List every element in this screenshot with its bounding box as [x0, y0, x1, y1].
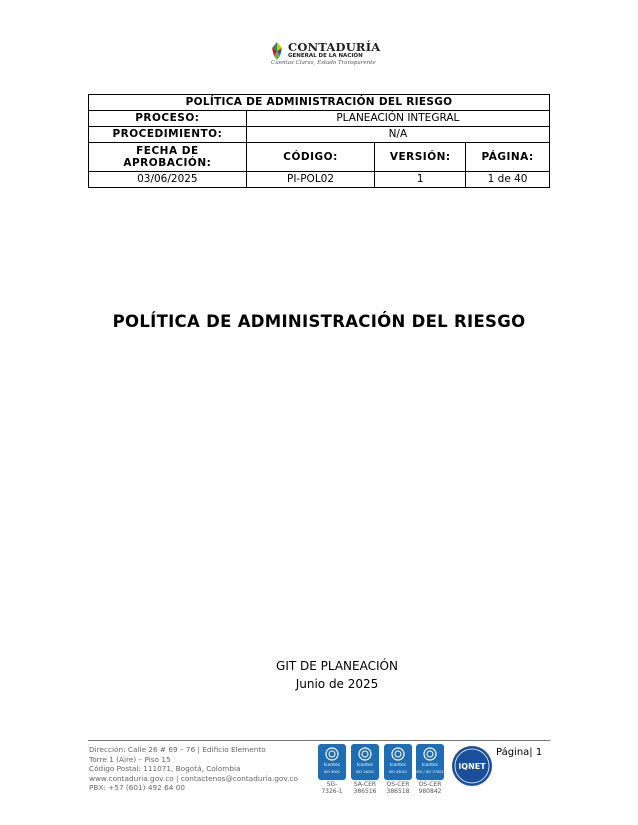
cert-badge	[350, 744, 380, 795]
logo-tagline: Cuentas Claras, Estado Transparente	[271, 60, 376, 66]
document-control-table	[88, 94, 550, 188]
cert-standard: ISO / IEC 27001	[416, 770, 444, 774]
address-line: Dirección: Calle 26 # 69 – 76 | Edificio Elemento	[89, 745, 266, 754]
table-title: POLÍTICA DE ADMINISTRACIÓN DEL RIESGO	[89, 95, 550, 111]
logo-name: CONTADURÍA	[288, 40, 381, 54]
proceso-label: PROCESO:	[89, 111, 247, 127]
pagina-label: PÁGINA:	[466, 143, 550, 172]
leaf-emblem-icon	[268, 41, 286, 61]
version-label: VERSIÓN:	[375, 143, 466, 172]
cert-standard: ISO 9001	[323, 770, 341, 774]
cert-code: SG- 7326-1	[321, 781, 343, 795]
page-number: Página| 1	[496, 747, 543, 758]
version-value: 1	[375, 172, 466, 188]
cert-brand: Icontec	[356, 763, 374, 768]
proceso-value: PLANEACIÓN INTEGRAL	[246, 111, 549, 127]
pagina-value: 1 de 40	[466, 172, 550, 188]
cert-standard: ISO 45001	[388, 770, 408, 774]
document-title: POLÍTICA DE ADMINISTRACIÓN DEL RIESGO	[112, 312, 526, 331]
procedimiento-label: PROCEDIMIENTO:	[89, 127, 247, 143]
iqnet-logo	[451, 745, 493, 787]
logo-subtitle: GENERAL DE LA NACIÓN	[288, 53, 363, 59]
document-date: Junio de 2025	[295, 677, 379, 691]
icontec-seal-icon	[355, 747, 375, 761]
address-line[interactable]: www.contaduria.gov.co | contactenos@contaduria.gov.co	[89, 773, 298, 783]
cert-code: OS-CER 980842	[418, 781, 442, 795]
iqnet-label: IQNET	[458, 762, 486, 771]
cert-brand: Icontec	[323, 763, 341, 768]
author-name: GIT DE PLANEACIÓN	[276, 659, 398, 673]
fecha-label-line2: APROBACIÓN:	[123, 157, 212, 169]
author-block	[0, 657, 638, 693]
address-line: Torre 1 (Aire) – Piso 15	[89, 754, 171, 764]
cert-badge	[383, 744, 413, 795]
cert-code: OS-CER 386518	[386, 781, 410, 795]
fecha-value: 03/06/2025	[89, 172, 247, 188]
codigo-value: PI-POL02	[246, 172, 375, 188]
cert-badge	[317, 744, 347, 795]
icontec-seal-icon	[322, 747, 342, 761]
fecha-aprobacion-label	[89, 143, 247, 172]
codigo-label: CÓDIGO:	[246, 143, 375, 172]
footer-address	[89, 745, 298, 793]
footer-divider	[88, 740, 550, 741]
cert-standard: ISO 14001	[355, 770, 375, 774]
address-line: Código Postal: 111071, Bogotá, Colombia	[89, 764, 241, 774]
cert-code: SA-CER 386516	[353, 781, 377, 795]
procedimiento-value: N/A	[246, 127, 549, 143]
fecha-label-line1: FECHA DE	[136, 145, 199, 157]
cert-brand: Icontec	[421, 763, 439, 768]
address-line: PBX: +57 (601) 492 64 00	[89, 783, 185, 793]
icontec-seal-icon	[388, 747, 408, 761]
icontec-seal-icon	[420, 747, 440, 761]
contaduria-logo	[268, 40, 381, 70]
cert-badge	[415, 744, 445, 795]
cert-brand: Icontec	[389, 763, 407, 768]
